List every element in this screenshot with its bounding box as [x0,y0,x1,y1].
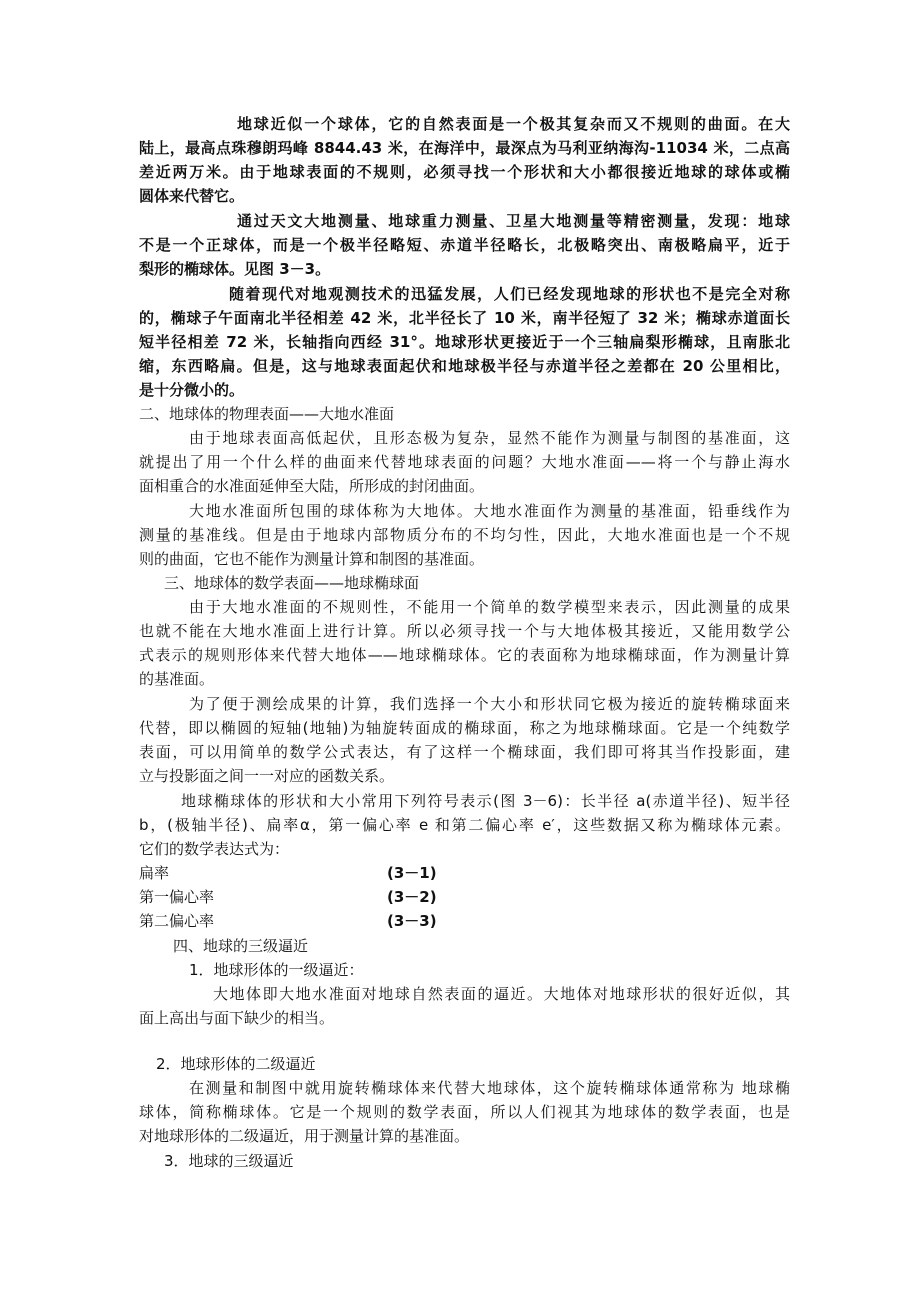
text-line: 就提出了用一个什么样的曲面来代替地球表面的问题？大地水准面——将一个与静止海水 [139,453,790,471]
text-line: 差近两万米。由于地球表面的不规则，必须寻找一个形状和大小都很接近地球的球体或椭 [139,163,790,181]
text-line: 由于地球表面高低起伏，且形态极为复杂，显然不能作为测量与制图的基准面，这 [189,429,790,447]
text-line: 是十分微小的。 [139,381,245,399]
text-line: 代替，即以椭圆的短轴(地轴)为轴旋转面成的椭球面，称之为地球椭球面。它是一个纯数学 [139,719,790,737]
formula-row-flattening [139,861,439,885]
heading-text: 四、地球的三级逼近 [173,937,309,955]
subheading-text: 2．地球形体的二级逼近 [156,1055,316,1073]
section-heading-geoid [139,402,790,426]
paragraph-second-approximation [139,1076,790,1148]
section-heading-ellipsoid [139,571,790,595]
paragraph-modern-observation [139,282,790,402]
subheading-third-approximation [139,1149,790,1173]
paragraph-first-approximation [139,982,790,1030]
formula-label: 第二偏心率 [139,912,215,930]
text-line: 地球椭球体的形状和大小常用下列符号表示(图 3－6)：长半径 a(赤道半径)、短半径 [181,792,790,810]
paragraph-precise-measurement [139,209,790,281]
formula-label: 第一偏心率 [139,888,215,906]
text-line: 也就不能在大地水准面上进行计算。所以必须寻找一个与大地体极其接近，又能用数学公 [139,622,790,640]
text-line: 圆体来代替它。 [139,187,245,205]
text-line: 表面，可以用简单的数学公式表达，有了这样一个椭球面，我们即可将其当作投影面，建 [139,743,790,761]
paragraph-geoid-definition [139,426,790,498]
text-line: 则的曲面，它也不能作为测量计算和制图的基准面。 [139,550,485,568]
text-line: 在测量和制图中就用旋转椭球体来代替大地球体，这个旋转椭球体通常称为 地球椭 [189,1079,790,1097]
text-line: 面相重合的水准面延伸至大陆，所形成的封闭曲面。 [139,477,485,495]
paragraph-ellipsoid-reason [139,595,790,691]
text-line: 对地球形体的二级逼近，用于测量计算的基准面。 [139,1127,470,1145]
text-line: b，(极轴半径)、扁率α，第一偏心率 e 和第二偏心率 e′，这些数据又称为椭球体元素。 [139,816,790,834]
text-line: 的基准面。 [139,670,215,688]
paragraph-rotation-ellipsoid [139,692,790,788]
text-line: 它们的数学表达式为： [139,840,290,858]
formula-number: (3－1) [387,864,437,882]
subheading-text: 1．地球形体的一级逼近： [189,961,364,979]
subheading-second-approximation [139,1052,790,1076]
formula-label: 扁率 [139,864,170,882]
text-line: 大地体即大地水准面对地球自然表面的逼近。大地体对地球形状的很好近似，其 [213,985,790,1003]
text-line: 梨形的椭球体。见图 3－3。 [139,260,331,278]
text-line: 立与投影面之间一一对应的函数关系。 [139,767,395,785]
text-line: 的，椭球子午面南北半径相差 42 米，北半径长了 10 米，南半径短了 32 米；椭球赤道面长 [139,309,790,327]
text-line: 大地水准面所包围的球体称为大地体。大地水准面作为测量的基准面，铅垂线作为 [189,502,790,520]
heading-text: 二、地球体的物理表面——大地水准面 [139,405,395,423]
text-line: 通过天文大地测量、地球重力测量、卫星大地测量等精密测量，发现：地球 [237,212,790,230]
paragraph-ellipsoid-elements [139,789,790,861]
formula-row-first-eccentricity [139,885,439,909]
text-line: 陆上，最高点珠穆朗玛峰 8844.43 米，在海洋中，最深点为马利亚纳海沟-11034 米，二点高 [139,139,790,157]
text-line: 球体，简称椭球体。它是一个规则的数学表面，所以人们视其为地球体的数学表面，也是 [139,1103,790,1121]
text-line: 式表示的规则形体来代替大地体——地球椭球体。它的表面称为地球椭球面，作为测量计算 [139,646,790,664]
text-line: 为了便于测绘成果的计算，我们选择一个大小和形状同它极为接近的旋转椭球面来 [189,695,790,713]
text-line: 随着现代对地观测技术的迅猛发展，人们已经发现地球的形状也不是完全对称 [229,285,790,303]
paragraph-earth-shape [139,112,790,208]
subheading-text: 3．地球的三级逼近 [164,1152,294,1170]
text-line: 缩，东西略扁。但是，这与地球表面起伏和地球极半径与赤道半径之差都在 20 公里相比， [139,357,790,375]
section-heading-three-approximations [139,934,790,958]
heading-text: 三、地球体的数学表面——地球椭球面 [164,574,420,592]
text-line: 不是一个正球体，而是一个极半径略短、赤道半径略长，北极略突出、南极略扁平，近于 [139,236,790,254]
formula-number: (3－2) [387,888,437,906]
formula-row-second-eccentricity [139,909,439,933]
text-line: 测量的基准线。但是由于地球内部物质分布的不均匀性，因此，大地水准面也是一个不规 [139,526,790,544]
paragraph-geoid-body [139,499,790,571]
formula-number: (3－3) [387,912,437,930]
text-line: 面上高出与面下缺少的相当。 [139,1009,335,1027]
text-line: 短半径相差 72 米，长轴指向西经 31°。地球形状更接近于一个三轴扁梨形椭球，且南胀北 [139,333,790,351]
subheading-first-approximation [139,958,790,982]
text-line: 地球近似一个球体，它的自然表面是一个极其复杂而又不规则的曲面。在大 [237,115,790,133]
text-line: 由于大地水准面的不规则性，不能用一个简单的数学模型来表示，因此测量的成果 [189,598,790,616]
